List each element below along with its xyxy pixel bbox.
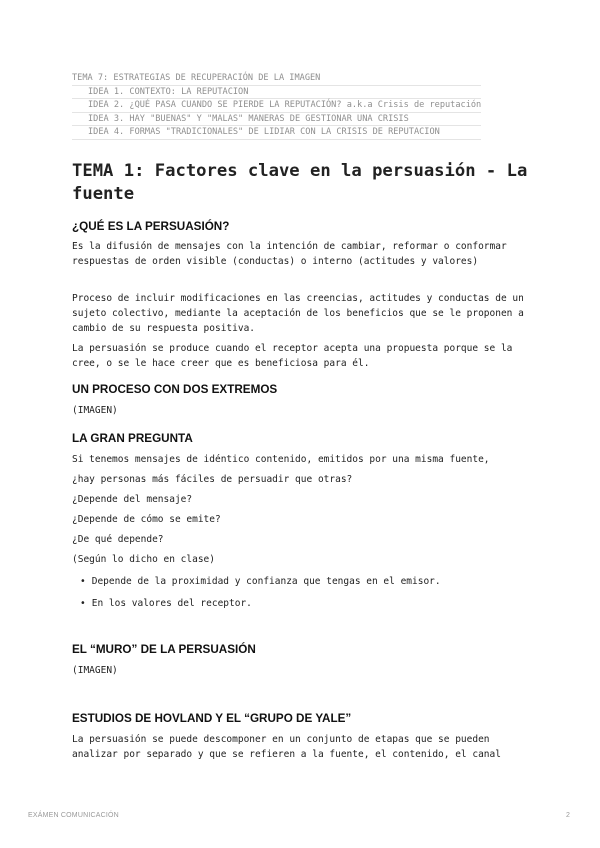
- paragraph-pregunta-3: ¿Depende del mensaje?: [72, 494, 193, 505]
- image-placeholder-proceso: (IMAGEN): [72, 405, 118, 416]
- paragraph-pregunta-2: ¿hay personas más fáciles de persuadir que otras?: [72, 474, 353, 485]
- toc-link-idea1[interactable]: IDEA 1. CONTEXTO: LA REPUTACION: [72, 86, 481, 100]
- table-of-contents: [72, 72, 481, 140]
- image-placeholder-muro: (IMAGEN): [72, 665, 118, 676]
- toc-link-idea3[interactable]: IDEA 3. HAY "BUENAS" Y "MALAS" MANERAS DE GESTIONAR UNA CRISIS: [72, 113, 481, 127]
- paragraph-definition-1: Es la difusión de mensajes con la intención de cambiar, reformar o conformar respuestas de orden visible (conductas) o interno (actitudes y valores): [72, 241, 507, 267]
- paragraph-pregunta-1: Si tenemos mensajes de idéntico contenido, emitidos por una misma fuente,: [72, 454, 490, 465]
- page-title: TEMA 1: Factores clave en la persuasión - La fuente: [72, 161, 528, 204]
- paragraph-definition-2: Proceso de incluir modificaciones en las creencias, actitudes y conductas de un sujeto colectivo, mediante la aceptación de los beneficios que se le proponen a cambio de su respuesta positiva.: [72, 293, 524, 334]
- heading-hovland-yale: ESTUDIOS DE HOVLAND Y EL “GRUPO DE YALE”: [72, 712, 352, 725]
- heading-muro-persuasion: EL “MURO” DE LA PERSUASIÓN: [72, 643, 256, 656]
- page-number: 2: [566, 812, 570, 819]
- toc-link-tema7[interactable]: TEMA 7: ESTRATEGIAS DE RECUPERACIÓN DE LA IMAGEN: [72, 72, 481, 86]
- toc-link-idea4[interactable]: IDEA 4. FORMAS "TRADICIONALES" DE LIDIAR CON LA CRISIS DE REPUTACION: [72, 126, 481, 140]
- list-item: • En los valores del receptor.: [80, 596, 252, 611]
- list-item: • Depende de la proximidad y confianza que tengas en el emisor.: [80, 574, 441, 589]
- paragraph-hovland: La persuasión se puede descomponer en un conjunto de etapas que se pueden analizar por separado y que se refieren a la fuente, el contenido, el canal: [72, 734, 501, 760]
- paragraph-pregunta-5: ¿De qué depende?: [72, 534, 164, 545]
- paragraph-definition-3: La persuasión se produce cuando el receptor acepta una propuesta porque se la cree, o se le hace creer que es beneficiosa para él.: [72, 343, 513, 369]
- heading-gran-pregunta: LA GRAN PREGUNTA: [72, 432, 193, 445]
- heading-que-es-persuasion: ¿QUÉ ES LA PERSUASIÓN?: [72, 220, 230, 233]
- toc-link-idea2[interactable]: IDEA 2. ¿QUÉ PASA CUANDO SE PIERDE LA REPUTACIÓN? a.k.a Crisis de reputación: [72, 99, 481, 113]
- paragraph-pregunta-4: ¿Depende de cómo se emite?: [72, 514, 221, 525]
- footer-document-title: EXÁMEN COMUNICACIÓN: [28, 812, 119, 819]
- heading-proceso-dos-extremos: UN PROCESO CON DOS EXTREMOS: [72, 383, 278, 396]
- paragraph-pregunta-6: (Según lo dicho en clase): [72, 554, 215, 565]
